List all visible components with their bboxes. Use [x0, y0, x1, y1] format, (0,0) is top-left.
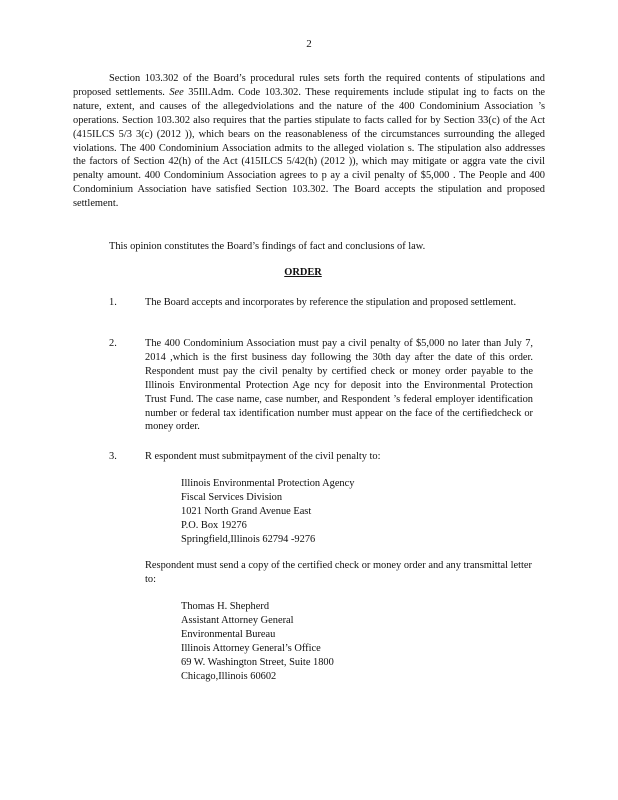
address-line: Chicago,Illinois 60602	[181, 671, 277, 682]
see-citation-signal: See	[169, 86, 184, 98]
iepa-address-block	[181, 477, 354, 547]
paragraph-stipulation	[73, 72, 545, 211]
address-line: Springfield,Illinois 62794 -9276	[181, 534, 316, 545]
attorney-general-address-block	[181, 600, 334, 684]
paragraph-stipulation-body: 35Ill.Adm. Code 103.302. These requirements include stipulat ing to facts on the nature, extent, and causes of the allegedviolations and the nature of the 400 Condominium Association ’s operations. Section 103.302 also requires that the parties stipulate to facts called for by Section 33(c) of the Act (415ILCS 5/3 3(c) (2012 )), which bears on the reasonableness of the circumstances surrounding the alleged violations. The 400 Condominium Association admits to the alleged violation s. The stipulation also addresses the factors of Section 42(h) of the Act (415ILCS 5/42(h) (2012 )), which may mitigate or aggra vate the civil penalty amount. 400 Condominium Association agrees to p ay a civil penalty of $5,000 . The People and 400 Condominium Association have satisfied Section 103.302. The Board accepts the stipulation and proposed settlement.	[73, 86, 546, 210]
address-line: P.O. Box 19276	[181, 520, 247, 531]
order-item-1: The Board accepts and incorporates by reference the stipulation and proposed settlement.	[145, 297, 517, 308]
page-number: 2	[306, 38, 312, 50]
paragraph-stipulation-lead: Section 103.302 of the Board’s procedural rules sets forth the required contents of stipulations and proposed settlements.	[73, 73, 545, 98]
item-number-3: 3.	[109, 451, 117, 462]
item-number-2: 2.	[109, 338, 117, 349]
address-line: Illinois Attorney General’s Office	[181, 643, 321, 654]
address-line: 1021 North Grand Avenue East	[181, 506, 312, 517]
address-line: Assistant Attorney General	[181, 615, 294, 626]
address-line: Thomas H. Shepherd	[181, 601, 270, 612]
address-line: Environmental Bureau	[181, 629, 276, 640]
item-number-1: 1.	[109, 297, 117, 308]
order-item-2: The 400 Condominium Association must pay a civil penalty of $5,000 no later than July 7, 2014 ,which is the first business day following the 30th day after the date of this order. Respondent must pay the civil penalty by certified check or money order payable to the Illinois Environmental Protection Age ncy for deposit into the Environmental Protection Trust Fund. The case name, case number, and Respondent ’s federal employer identification number or federal tax identification number must appear on the face of the certifiedcheck or money order.	[145, 338, 533, 433]
address-line: Fiscal Services Division	[181, 492, 283, 503]
order-item-3: R espondent must submitpayment of the civil penalty to:	[145, 451, 381, 462]
copy-instruction: Respondent must send a copy of the certified check or money order and any transmittal letter to:	[145, 560, 532, 585]
findings-statement: This opinion constitutes the Board’s findings of fact and conclusions of law.	[109, 241, 426, 252]
address-line: Illinois Environmental Protection Agency	[181, 478, 355, 489]
order-heading: ORDER	[284, 267, 322, 278]
address-line: 69 W. Washington Street, Suite 1800	[181, 657, 334, 668]
